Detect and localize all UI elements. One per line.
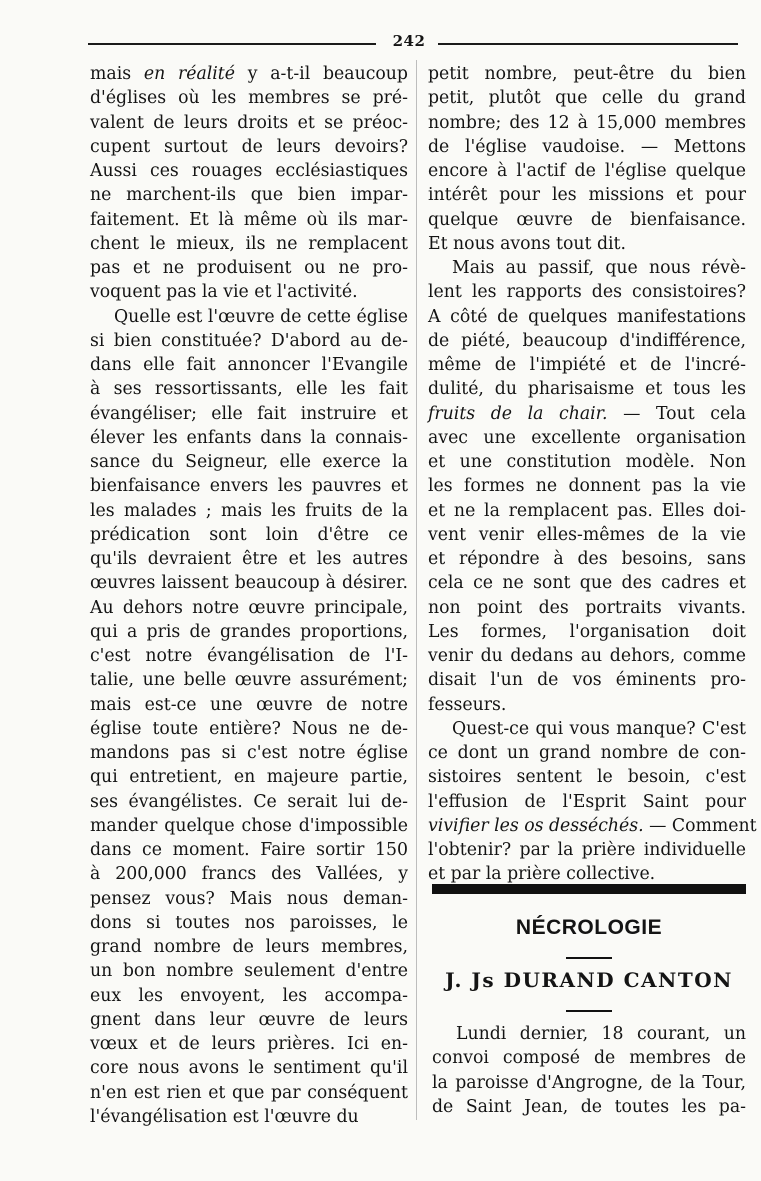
obituary-name: J. Js DURAND CANTON — [445, 968, 733, 992]
right-line: Mais au passif, que nous révè- — [452, 258, 746, 278]
left-line: pensez vous? Mais nous deman- — [90, 888, 408, 909]
right-line: de l'église vaudoise. — Mettons — [428, 136, 746, 157]
left-line: vœux et de leurs prières. Ici en- — [90, 1034, 408, 1054]
obituary-line: convoi composé de membres de — [432, 1048, 746, 1069]
left-line: évangéliser; elle fait instruire et — [90, 403, 408, 424]
page-header — [88, 30, 738, 54]
page-number: 242 — [392, 32, 426, 50]
left-line: élever les enfants dans la connais- — [90, 427, 408, 448]
right-line: vivifier les os desséchés. — Comment — [428, 815, 757, 836]
right-line: encore à l'actif de l'église quelque — [428, 161, 746, 181]
section-title: NÉCROLOGIE — [515, 916, 663, 939]
left-line: Au dehors notre œuvre principale, — [90, 597, 408, 618]
right-line: petit, plutôt que celle du grand — [428, 88, 746, 109]
right-line: A côté de quelques manifestations — [428, 306, 746, 327]
left-line: les malades ; mais les fruits de la — [90, 500, 408, 521]
right-line: les formes ne donnent pas la vie — [428, 476, 746, 497]
right-line: et répondre à des besoins, sans — [428, 549, 746, 569]
left-line: valent de leurs droits et se préoc- — [90, 112, 408, 133]
left-line: gnent dans leur œuvre de leurs — [90, 1009, 408, 1030]
left-line: qui a pris de grandes proportions, — [90, 621, 408, 642]
left-line: grand nombre de leurs membres, — [90, 937, 408, 957]
right-line: Et nous avons tout dit. — [428, 233, 626, 254]
left-line: voquent pas la vie et l'activité. — [90, 282, 358, 303]
right-line: cela ce ne sont que des cadres et — [428, 573, 746, 594]
right-line: non point des portraits vivants. — [428, 597, 746, 618]
right-line: intérêt pour les missions et pour — [428, 185, 746, 206]
left-line: pas et ne produisent ou ne pro- — [90, 258, 408, 278]
left-line: c'est notre évangélisation de l'I- — [90, 646, 408, 666]
left-line: dons si toutes nos paroisses, le — [90, 912, 408, 933]
left-line: si bien constituée? D'abord au de- — [90, 330, 408, 351]
right-line: même de l'impiété et de l'incré- — [428, 355, 746, 375]
left-line: talie, une belle œuvre assurément; — [90, 670, 408, 691]
right-line: sistoires sentent le besoin, c'est — [428, 767, 746, 788]
left-line: église toute entière? Nous ne de- — [90, 718, 408, 739]
left-line: ne marchent-ils que bien impar- — [90, 185, 408, 206]
right-line: l'obtenir? par la prière individuelle — [428, 840, 746, 860]
left-line: l'évangélisation est l'œuvre du — [90, 1106, 359, 1127]
right-line: et une constitution modèle. Non — [428, 452, 746, 472]
header-rule-left — [88, 43, 376, 45]
obituary-line: la paroisse d'Angrogne, de la Tour, — [432, 1072, 746, 1093]
section-separator-rule — [432, 884, 746, 894]
left-line: sance du Seigneur, elle exerce la — [90, 452, 408, 472]
left-line: n'en est rien et que par conséquent — [90, 1082, 408, 1103]
left-line: chent le mieux, ils ne remplacent — [90, 233, 408, 254]
left-line: Aussi ces rouages ecclésiastiques — [90, 161, 408, 181]
left-line: mandons pas si c'est notre église — [90, 743, 408, 763]
left-line: dans ce moment. Faire sortir 150 — [90, 840, 408, 860]
right-line: vent venir elles-mêmes de la vie — [428, 524, 746, 545]
right-line: dulité, du pharisaisme et tous les — [428, 379, 746, 400]
left-line: core nous avons le sentiment qu'il — [90, 1058, 408, 1079]
right-line: lent les rapports des consistoires? — [428, 282, 746, 303]
left-line: mander quelque chose d'impossible — [90, 815, 408, 836]
left-line: dans elle fait annoncer l'Evangile — [90, 355, 408, 375]
right-line: l'effusion de l'Esprit Saint pour — [428, 791, 746, 812]
left-line: faitement. Et là même où ils mar- — [90, 209, 408, 230]
left-line: mais en réalité y a-t-il beaucoup — [90, 64, 408, 84]
left-line: eux les envoyent, les accompa- — [90, 985, 408, 1006]
title-underline-rule — [566, 957, 612, 959]
left-line: ses évangélistes. Ce serait lui de- — [90, 791, 408, 812]
obituary-text — [432, 1022, 746, 1119]
right-line: et ne la remplacent pas. Elles doi- — [428, 500, 746, 521]
right-line: quelque œuvre de bienfaisance. — [428, 209, 746, 230]
left-line: d'églises où les membres se pré- — [90, 88, 408, 109]
left-line: œuvres laissent beaucoup à désirer. — [90, 573, 408, 594]
left-line: cupent surtout de leurs devoirs? — [90, 136, 408, 157]
right-line: Quest-ce qui vous manque? C'est — [452, 718, 746, 739]
left-line: à ses ressortissants, elle les fait — [90, 379, 408, 400]
right-line: venir du dedans au dehors, comme — [428, 646, 746, 666]
left-line: prédication sont loin d'être ce — [90, 524, 408, 545]
obituary-line: Lundi dernier, 18 courant, un — [456, 1024, 746, 1044]
left-line: à 200,000 francs des Vallées, y — [90, 864, 408, 885]
obituary-line: de Saint Jean, de toutes les pa- — [432, 1096, 746, 1117]
right-line: fesseurs. — [428, 694, 507, 715]
right-line: nombre; des 12 à 15,000 membres — [428, 112, 746, 133]
left-column — [90, 62, 408, 1129]
right-line: ce dont un grand nombre de con- — [428, 743, 746, 763]
right-line: petit nombre, peut-être du bien — [428, 64, 746, 84]
right-line: fruits de la chair. — Tout cela — [428, 403, 746, 424]
right-line: de piété, beaucoup d'indifférence, — [428, 330, 746, 351]
left-line: qu'ils devraient être et les autres — [90, 549, 408, 569]
right-line: Les formes, l'organisation doit — [428, 621, 746, 642]
right-line: disait l'un de vos éminents pro- — [428, 670, 746, 691]
left-line: Quelle est l'œuvre de cette église — [114, 306, 408, 327]
left-line: un bon nombre seulement d'entre — [90, 961, 408, 982]
left-line: bienfaisance envers les pauvres et — [90, 476, 408, 497]
right-line: avec une excellente organisation — [428, 427, 746, 448]
column-divider — [416, 60, 417, 1120]
name-underline-rule — [566, 1010, 612, 1012]
header-rule-right — [438, 43, 738, 45]
left-line: qui entretient, en majeure partie, — [90, 767, 408, 788]
right-line: et par la prière collective. — [428, 864, 656, 885]
left-line: mais est-ce une œuvre de notre — [90, 694, 408, 715]
right-column — [428, 62, 757, 887]
